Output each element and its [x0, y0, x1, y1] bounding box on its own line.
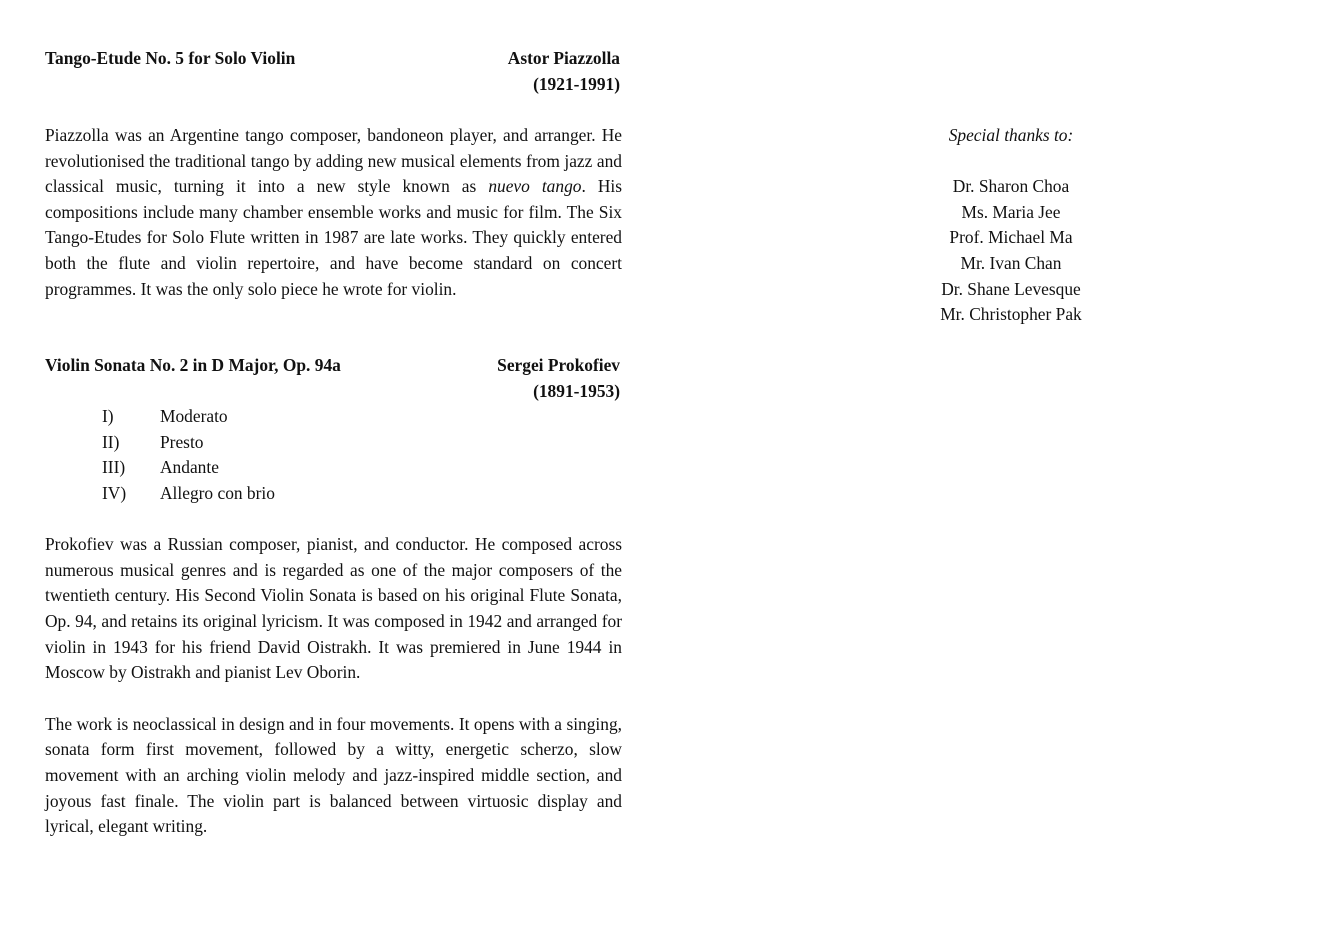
movement-item: [102, 455, 622, 481]
thanks-name: Ms. Maria Jee: [961, 201, 1061, 222]
programme-notes-column: [45, 46, 622, 840]
composer-block: [497, 353, 620, 404]
composer-dates: (1891-1953): [533, 380, 620, 401]
movement-number: I): [102, 406, 114, 427]
composer-name: Sergei Prokofiev: [497, 355, 620, 376]
composer-dates: (1921-1991): [533, 73, 620, 94]
thanks-name: Mr. Christopher Pak: [940, 304, 1082, 325]
piece-title: Violin Sonata No. 2 in D Major, Op. 94a: [45, 355, 341, 376]
movement-item: [102, 481, 622, 507]
thanks-name: Mr. Ivan Chan: [960, 252, 1062, 273]
paragraph-text: . His compositions include many chamber ensemble works and music for film. The Six Tango-Etudes for Solo Flute written in 1987 are late works. They quickly entered both the flute and violin repertoire, and have become standard on concert programmes. It was the only solo piece he wrote for violin.: [45, 176, 622, 299]
thanks-list: [860, 174, 1162, 328]
acknowledgements-column: [860, 123, 1162, 328]
paragraph-text: Piazzolla was an Argentine tango composer, bandoneon player, and arranger. He revolutionised the traditional tango by adding new musical elements from jazz and classical music, turning it into a new style known as: [45, 125, 622, 197]
piece-header: [45, 353, 622, 404]
composer-name: Astor Piazzolla: [507, 48, 620, 68]
thanks-name: Dr. Shane Levesque: [941, 278, 1081, 299]
movement-name: Allegro con brio: [160, 482, 275, 503]
movement-name: Andante: [160, 457, 219, 478]
movement-number: II): [102, 431, 120, 452]
movement-number: III): [102, 457, 126, 478]
movement-item: [102, 404, 622, 430]
programme-note-paragraph: The work is neoclassical in design and in four movements. It opens with a singing, sonata form first movement, followed by a witty, energetic scherzo, slow movement with an arching violin melody and jazz-inspired middle section, and joyous fast finale. The violin part is balanced between virtuosic display and lyrical, elegant writing.: [45, 713, 622, 837]
movement-name: Moderato: [160, 406, 228, 427]
movement-number: IV): [102, 482, 127, 503]
piece-piazzolla: [45, 46, 622, 302]
composer-block: [508, 46, 620, 97]
thanks-heading: Special thanks to:: [948, 125, 1074, 145]
thanks-name: Prof. Michael Ma: [949, 227, 1073, 248]
piece-prokofiev: [45, 353, 622, 840]
italic-term: nuevo tango: [488, 176, 582, 197]
thanks-name: Dr. Sharon Choa: [952, 176, 1070, 197]
programme-note-paragraph: [45, 123, 622, 302]
movement-name: Presto: [160, 431, 204, 452]
movement-list: [102, 404, 622, 506]
piece-header: [45, 46, 622, 97]
piece-title: Tango-Etude No. 5 for Solo Violin: [45, 48, 296, 68]
programme-note-paragraph: Prokofiev was a Russian composer, pianist, and conductor. He composed across numerous musical genres and is regarded as one of the major composers of the twentieth century. His Second Violin Sonata is based on his original Flute Sonata, Op. 94, and retains its original lyricism. It was composed in 1942 and arranged for violin in 1943 for his friend David Oistrakh. It was premiered in June 1944 in Moscow by Oistrakh and pianist Lev Oborin.: [45, 534, 622, 683]
movement-item: [102, 430, 622, 456]
